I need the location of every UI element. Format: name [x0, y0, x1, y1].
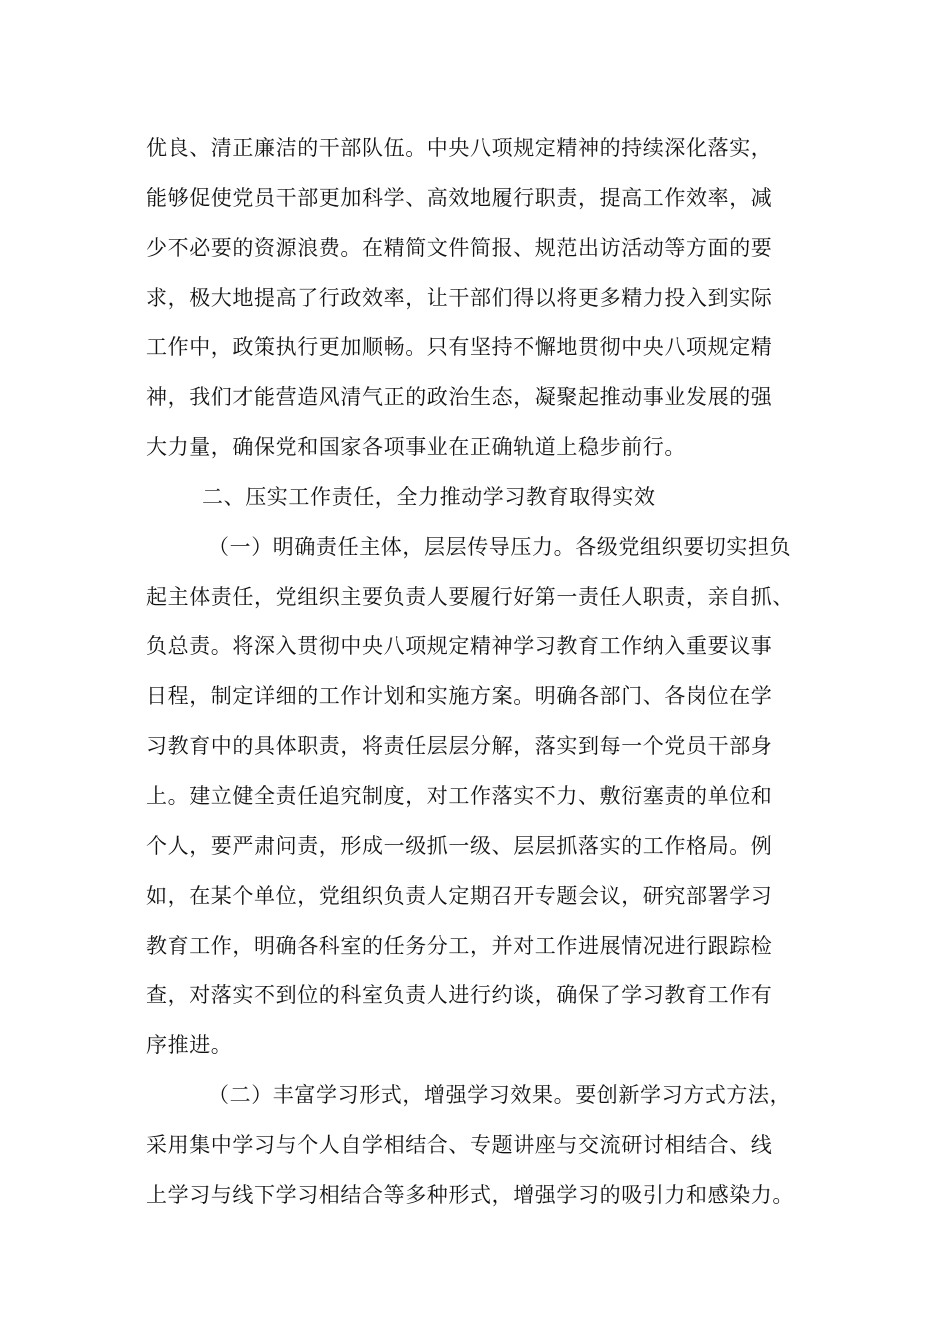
paragraph-2-line-3: 负总责。将深入贯彻中央八项规定精神学习教育工作纳入重要议事: [146, 634, 773, 659]
paragraph-2-line-6: 上。建立健全责任追究制度，对工作落实不力、敷衍塞责的单位和: [146, 783, 773, 808]
paragraph-1-line-2: 能够促使党员干部更加科学、高效地履行职责，提高工作效率，减: [146, 185, 773, 210]
paragraph-2-line-10: 查，对落实不到位的科室负责人进行约谈，确保了学习教育工作有: [146, 983, 773, 1008]
document-body: [146, 128, 826, 1225]
paragraph-2-line-7: 个人，要严肃问责，形成一级抓一级、层层抓落实的工作格局。例: [146, 833, 773, 858]
paragraph-3-line-3: 上学习与线下学习相结合等多种形式，增强学习的吸引力和感染力。: [146, 1182, 794, 1207]
paragraph-2-line-11: 序推进。: [146, 1033, 233, 1058]
section-heading: 二、压实工作责任，全力推动学习教育取得实效: [202, 484, 656, 509]
paragraph-2-line-2: 起主体责任，党组织主要负责人要履行好第一责任人职责，亲自抓、: [146, 584, 794, 609]
paragraph-2-line-5: 习教育中的具体职责，将责任层层分解，落实到每一个党员干部身: [146, 734, 773, 759]
paragraph-1-line-1: 优良、清正廉洁的干部队伍。中央八项规定精神的持续深化落实，: [146, 136, 773, 160]
paragraph-1-line-3: 少不必要的资源浪费。在精简文件简报、规范出访活动等方面的要: [146, 235, 773, 260]
paragraph-2-line-1: （一）明确责任主体，层层传导压力。各级党组织要切实担负: [208, 534, 792, 559]
paragraph-2-line-9: 教育工作，明确各科室的任务分工，并对工作进展情况进行跟踪检: [146, 933, 773, 958]
paragraph-1-line-7: 大力量，确保党和国家各项事业在正确轨道上稳步前行。: [146, 435, 686, 460]
paragraph-2-line-4: 日程，制定详细的工作计划和实施方案。明确各部门、各岗位在学: [146, 684, 773, 709]
paragraph-1-line-4: 求，极大地提高了行政效率，让干部们得以将更多精力投入到实际: [146, 285, 773, 310]
paragraph-3-line-1: （二）丰富学习形式，增强学习效果。要创新学习方式方法，: [208, 1083, 792, 1108]
paragraph-2-line-8: 如，在某个单位，党组织负责人定期召开专题会议，研究部署学习: [146, 883, 773, 908]
paragraph-1-line-6: 神，我们才能营造风清气正的政治生态，凝聚起推动事业发展的强: [146, 385, 773, 410]
paragraph-1-line-5: 工作中，政策执行更加顺畅。只有坚持不懈地贯彻中央八项规定精: [146, 335, 773, 360]
paragraph-3-line-2: 采用集中学习与个人自学相结合、专题讲座与交流研讨相结合、线: [146, 1132, 773, 1157]
